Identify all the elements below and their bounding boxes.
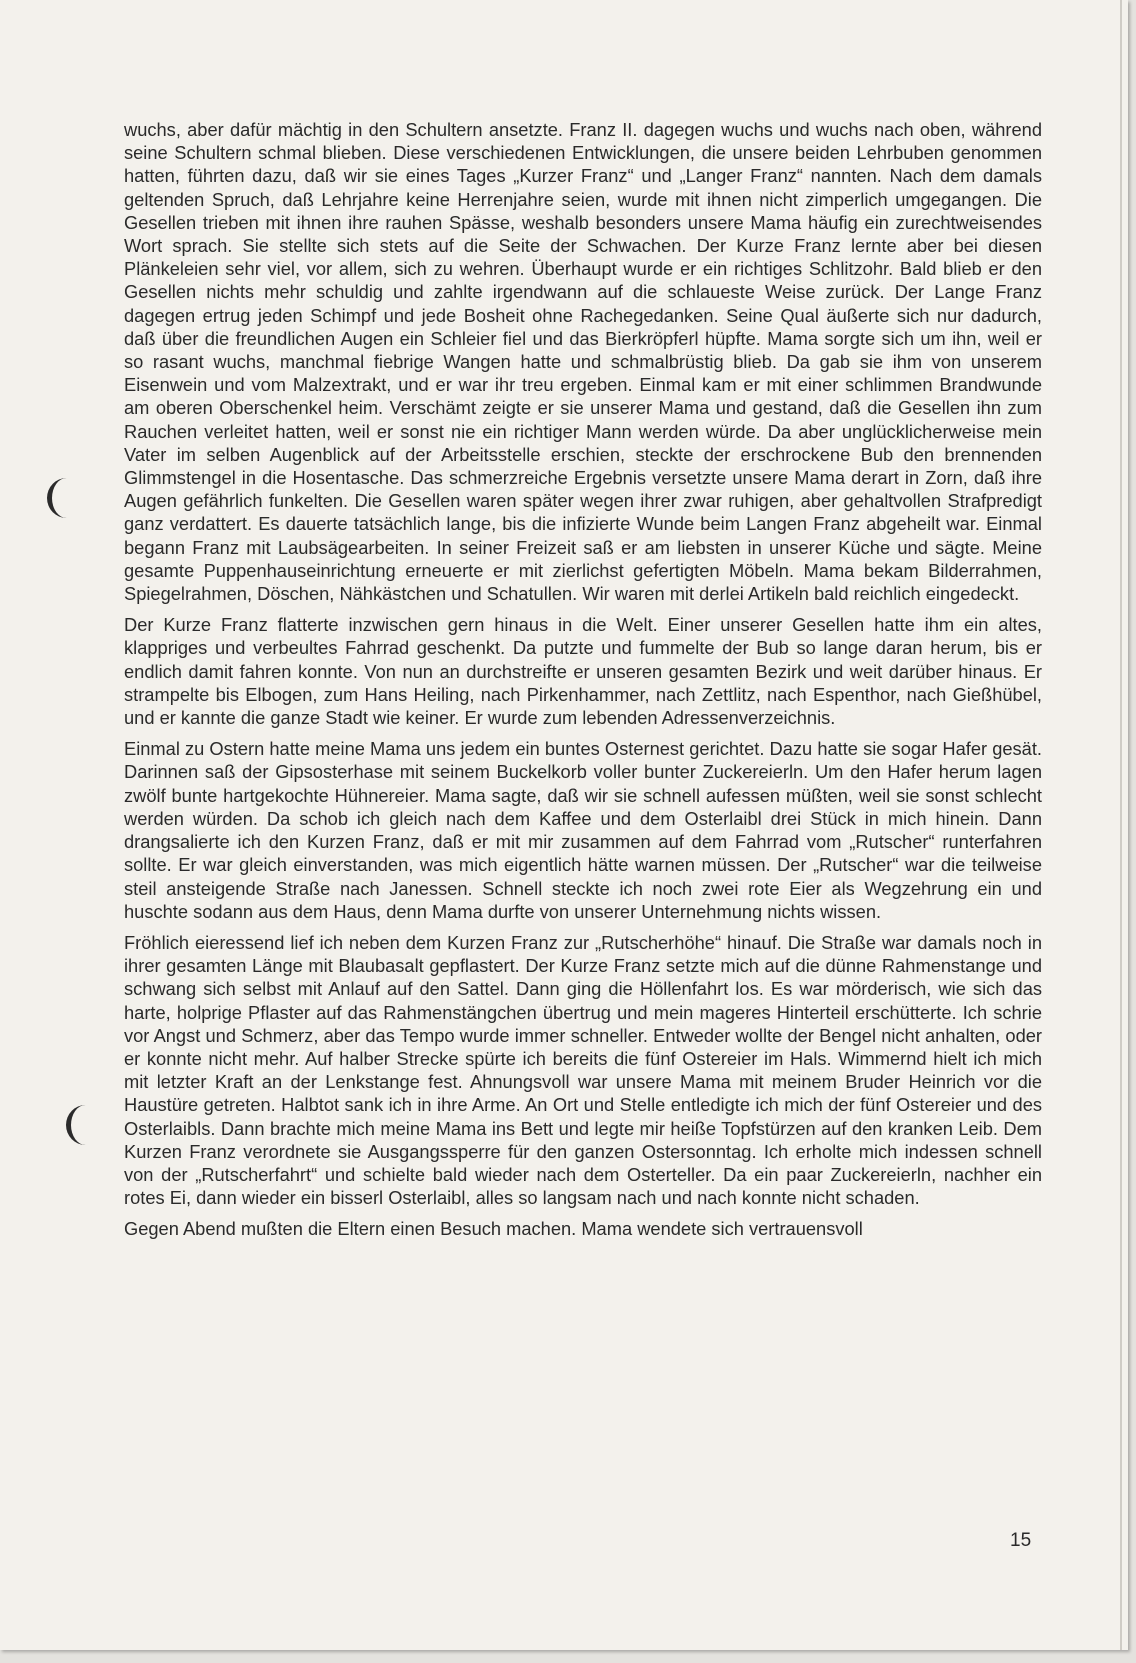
- page-number: 15: [1010, 1530, 1032, 1551]
- paragraph-5: Gegen Abend mußten die Eltern einen Besuch machen. Mama wendete sich vertrauensvoll: [124, 1218, 863, 1240]
- paragraph-3: Einmal zu Ostern hatte meine Mama uns jedem ein buntes Osternest gerichtet. Dazu hatte sie sogar Hafer gesät. Darinnen saß der Gipsosterhase mit seinem Buckelkorb voller bunter Zuckereierln. Um den Hafer herum lagen zwölf bunte hartgekochte Hühnereier. Mama sagte, daß wir sie schnell aufessen müßten, weil sie sonst schlecht werden würden. Da schob ich gleich nach dem Kaffee und dem Osterlaibl drei Stück in mich hinein. Dann drangsalierte ich den Kurzen Franz, daß er mit mir zusammen auf dem Fahrrad vom „Rutscher“ runterfahren sollte. Er war gleich einverstanden, was mich eigentlich hätte warnen müssen. Der „Rutscher“ war die teilweise steil ansteigende Straße nach Janessen. Schnell steckte ich noch zwei rote Eier als Wegzehrung ein und huschte sodann aus dem Haus, denn Mama durfte von unserer Unternehmung nichts wissen.: [124, 738, 1042, 922]
- paragraph-1: wuchs, aber dafür mächtig in den Schultern ansetzte. Franz II. dagegen wuchs und wuchs nach oben, während seine Schultern schmal blieben. Diese verschiedenen Entwicklungen, die unsere beiden Lehrbuben genommen hatten, führten dazu, daß wir sie eines Tages „Kurzer Franz“ und „Langer Franz“ nannten. Nach dem damals geltenden Spruch, daß Lehrjahre keine Herrenjahre seien, wurde mit ihnen nicht zimperlich umgegangen. Die Gesellen trieben mit ihnen ihre rauhen Spässe, weshalb besonders unsere Mama häufig ein zurechtweisendes Wort sprach. Sie stellte sich stets auf die Seite der Schwachen. Der Kurze Franz lernte aber bei diesen Plänkeleien sehr viel, vor allem, sich zu wehren. Überhaupt wurde er ein richtiges Schlitzohr. Bald blieb er den Gesellen nichts mehr schuldig und zahlte irgendwann auf die schlaueste Weise zurück. Der Lange Franz dagegen ertrug jeden Schimpf und jede Bosheit ohne Rachegedanken. Seine Qual äußerte sich nur dadurch, daß über die freundlichen Augen ein Schleier fiel und das Bierkröpferl hüpfte. Mama sorgte sich um ihn, weil er so rasant wuchs, manchmal fiebrige Wangen hatte und schmalbrüstig blieb. Da gab sie ihm von unserem Eisenwein und vom Malzextrakt, und er war ihr treu ergeben. Einmal kam er mit einer schlimmen Brandwunde am oberen Oberschenkel heim. Verschämt zeigte er sie unserer Mama und gestand, daß die Gesellen ihn zum Rauchen verleitet hatten, weil er sonst nie ein richtiger Mann werden würde. Da aber unglücklicherweise mein Vater im selben Augenblick auf der Arbeitsstelle erschien, steckte der erschrockene Bub den brennenden Glimmstengel in die Hosentasche. Das schmerzreiche Ergebnis versetzte unsere Mama derart in Zorn, daß ihre Augen gefährlich funkelten. Die Gesellen waren später wegen ihrer zwar ruhigen, aber gehaltvollen Strafpredigt ganz verdattert. Es dauerte tatsächlich lange, bis die infizierte Wunde beim Langen Franz abgeheilt war. Einmal begann Franz mit Laubsägearbeiten. In seiner Freizeit saß er am liebsten in unserer Küche und sägte. Meine gesamte Puppenhauseinrichtung erneuerte er mit zierlichst gefertigten Möbeln. Mama bekam Bilderrahmen, Spiegelrahmen, Döschen, Nähkästchen und Schatullen. Wir waren mit derlei Artikeln bald reichlich eingedeckt.: [124, 119, 1042, 605]
- punch-hole-top: [47, 478, 86, 518]
- page-edge: [1120, 0, 1122, 1650]
- punch-hole-bottom: [66, 1105, 105, 1145]
- body-text: [124, 118, 1042, 1249]
- paragraph-4: Fröhlich eieressend lief ich neben dem Kurzen Franz zur „Rutscherhöhe“ hinauf. Die Straße war damals noch in ihrer gesamten Länge mit Blaubasalt gepflastert. Der Kurze Franz setzte mich auf die dünne Rahmenstange und schwang sich selbst mit Anlauf auf den Sattel. Dann ging die Höllenfahrt los. Es war mörderisch, wie sich das harte, holprige Pflaster auf das Rahmenstängchen übertrug und mein mageres Hinterteil erschütterte. Ich schrie vor Angst und Schmerz, aber das Tempo wurde immer schneller. Entweder wollte der Bengel nicht anhalten, oder er konnte nicht mehr. Auf halber Strecke spürte ich bereits die fünf Ostereier im Hals. Wimmernd hielt ich mich mit letzter Kraft an der Lenkstange fest. Ahnungsvoll war unsere Mama mit meinem Bruder Heinrich vor die Haustüre getreten. Halbtot sank ich in ihre Arme. An Ort und Stelle entledigte ich mich der fünf Ostereier und des Osterlaibls. Dann brachte mich meine Mama ins Bett und legte mir heiße Topfstürzen auf den kranken Leib. Dem Kurzen Franz verordnete sie Ausgangssperre für den ganzen Ostersonntag. Ich erholte mich indessen schnell von der „Rutscherfahrt“ und schielte bald wieder nach dem Osterteller. Da ein paar Zuckereierln, nachher ein rotes Ei, dann wieder ein bisserl Osterlaibl, alles so langsam nach und nach konnte nicht schaden.: [124, 931, 1042, 1209]
- paragraph-2: Der Kurze Franz flatterte inzwischen gern hinaus in die Welt. Einer unserer Gesellen hatte ihm ein altes, klappriges und verbeultes Fahrrad geschenkt. Da putzte und fummelte der Bub so lange daran herum, bis er endlich damit fahren konnte. Von nun an durchstreifte er unseren gesamten Bezirk und weit darüber hinaus. Er strampelte bis Elbogen, zum Hans Heiling, nach Pirkenhammer, nach Zettlitz, nach Espenthor, nach Gießhübel, und er kannte die ganze Stadt wie keiner. Er wurde zum lebenden Adressenverzeichnis.: [124, 614, 1042, 729]
